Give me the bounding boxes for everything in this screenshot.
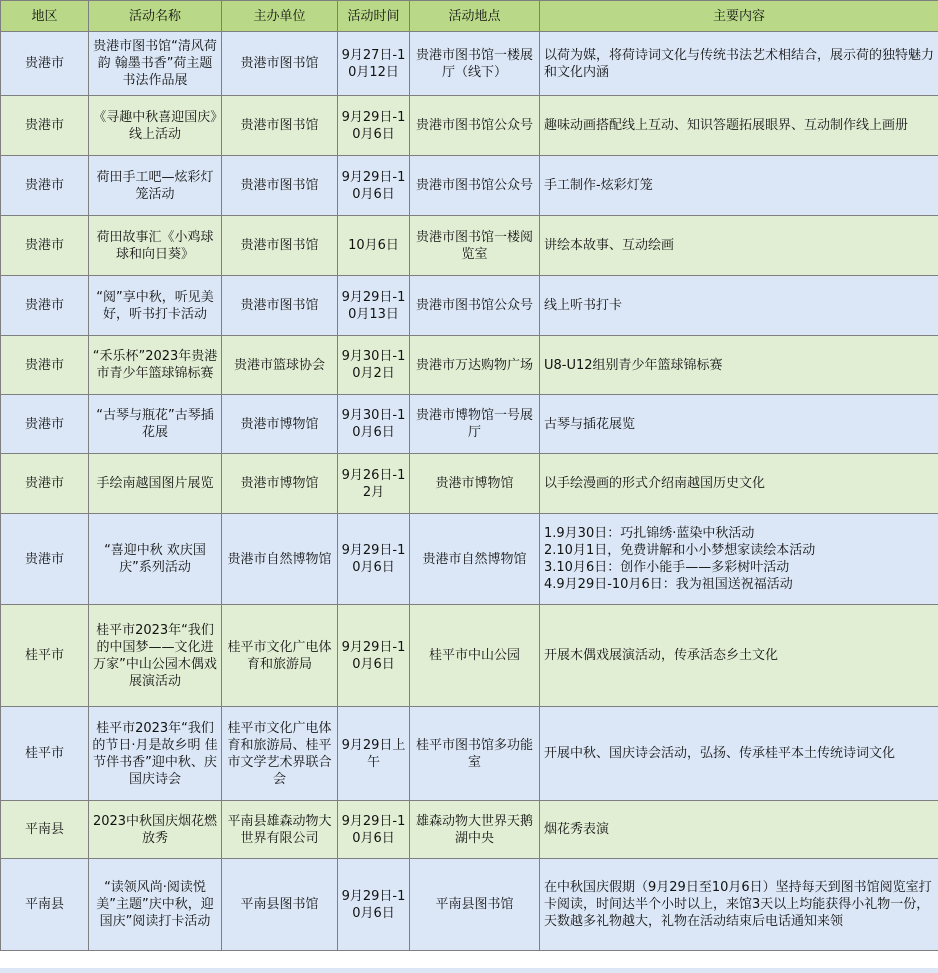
cell-time: 9月26日-12月 <box>338 454 410 514</box>
content-line: 手工制作-炫彩灯笼 <box>544 178 653 193</box>
cell-content <box>540 859 938 951</box>
cell-content <box>540 276 938 336</box>
content-line: 以手绘漫画的形式介绍南越国历史文化 <box>544 476 766 491</box>
cell-place: 桂平市中山公园 <box>410 605 540 707</box>
cell-activity-name: “读领风尚·阅读悦美”主题”庆中秋，迎国庆”阅读打卡活动 <box>89 859 222 951</box>
cell-time: 9月29日-10月6日 <box>338 859 410 951</box>
cell-region: 平南县 <box>1 801 89 859</box>
cell-time: 10月6日 <box>338 216 410 276</box>
cell-region: 贵港市 <box>1 336 89 395</box>
cell-activity-name: 《寻趣中秋喜迎国庆》线上活动 <box>89 96 222 156</box>
cell-organizer: 桂平市文化广电体育和旅游局、桂平市文学艺术界联合会 <box>222 707 338 801</box>
content-line: 开展中秋、国庆诗会活动，弘扬、传承桂平本土传统诗词文化 <box>544 746 896 761</box>
header-place: 活动地点 <box>410 1 540 32</box>
cell-time: 9月29日-10月6日 <box>338 156 410 216</box>
cell-region: 贵港市 <box>1 454 89 514</box>
cell-place: 贵港市图书馆公众号 <box>410 276 540 336</box>
cell-place: 平南县图书馆 <box>410 859 540 951</box>
content-line: 3.10月6日：创作小能手——多彩树叶活动 <box>544 560 790 575</box>
cell-place: 雄森动物大世界天鹅湖中央 <box>410 801 540 859</box>
cell-organizer: 贵港市图书馆 <box>222 216 338 276</box>
cell-time: 9月30日-10月2日 <box>338 336 410 395</box>
cell-organizer: 贵港市博物馆 <box>222 454 338 514</box>
cell-organizer: 贵港市图书馆 <box>222 96 338 156</box>
cell-organizer: 贵港市图书馆 <box>222 32 338 96</box>
content-line: 以荷为媒，将荷诗词文化与传统书法艺术相结合，展示荷的独特魅力和文化内涵 <box>544 47 935 80</box>
cell-content <box>540 336 938 395</box>
cell-organizer: 贵港市博物馆 <box>222 395 338 454</box>
cell-activity-name: 荷田手工吧—炫彩灯笼活动 <box>89 156 222 216</box>
content-line: 趣味动画搭配线上互动、知识答题拓展眼界、互动制作线上画册 <box>544 118 909 133</box>
cell-place: 贵港市自然博物馆 <box>410 514 540 605</box>
table-row <box>1 96 938 156</box>
cell-content <box>540 96 938 156</box>
content-line: U8-U12组别青少年篮球锦标赛 <box>544 357 723 373</box>
cell-time: 9月29日-10月6日 <box>338 801 410 859</box>
cell-region: 贵港市 <box>1 395 89 454</box>
cell-content <box>540 216 938 276</box>
cell-place: 贵港市图书馆公众号 <box>410 96 540 156</box>
cell-content <box>540 395 938 454</box>
header-activity-name: 活动名称 <box>89 1 222 32</box>
header-region: 地区 <box>1 1 89 32</box>
cell-place: 贵港市图书馆公众号 <box>410 156 540 216</box>
cell-time: 9月29日-10月6日 <box>338 514 410 605</box>
cell-organizer: 贵港市自然博物馆 <box>222 514 338 605</box>
cell-region: 平南县 <box>1 859 89 951</box>
cell-time: 9月29日-10月6日 <box>338 96 410 156</box>
cell-region: 桂平市 <box>1 707 89 801</box>
table-row <box>1 859 938 951</box>
cell-content <box>540 605 938 707</box>
cell-content <box>540 156 938 216</box>
content-line: 烟花秀表演 <box>544 822 610 837</box>
table-row <box>1 707 938 801</box>
cell-organizer: 平南县图书馆 <box>222 859 338 951</box>
cell-region: 贵港市 <box>1 156 89 216</box>
header-row <box>1 1 938 32</box>
cell-place: 桂平市图书馆多功能室 <box>410 707 540 801</box>
table-row <box>1 156 938 216</box>
content-line: 4.9月29日-10月6日：我为祖国送祝福活动 <box>544 577 793 592</box>
content-line: 2.10月1日，免费讲解和小小梦想家读绘本活动 <box>544 543 816 558</box>
cell-time: 9月29日-10月6日 <box>338 605 410 707</box>
cell-content <box>540 707 938 801</box>
cell-region: 贵港市 <box>1 216 89 276</box>
cell-time: 9月29日上午 <box>338 707 410 801</box>
cell-content <box>540 32 938 96</box>
cell-region: 贵港市 <box>1 96 89 156</box>
table-row <box>1 395 938 454</box>
table-row <box>1 216 938 276</box>
cell-place: 贵港市图书馆一楼展厅（线下） <box>410 32 540 96</box>
content-line: 讲绘本故事、互动绘画 <box>544 238 675 253</box>
cell-activity-name: “喜迎中秋 欢庆国庆”系列活动 <box>89 514 222 605</box>
cell-activity-name: 桂平市2023年“我们的中国梦——文化进万家”中山公园木偶戏展演活动 <box>89 605 222 707</box>
cell-region: 贵港市 <box>1 514 89 605</box>
header-time: 活动时间 <box>338 1 410 32</box>
cell-place: 贵港市博物馆 <box>410 454 540 514</box>
cell-place: 贵港市图书馆一楼阅览室 <box>410 216 540 276</box>
cell-activity-name: “古琴与瓶花”古琴插花展 <box>89 395 222 454</box>
table-row <box>1 276 938 336</box>
cell-organizer: 贵港市图书馆 <box>222 156 338 216</box>
content-line: 开展木偶戏展演活动，传承活态乡土文化 <box>544 648 779 663</box>
table-row <box>1 336 938 395</box>
cell-organizer: 平南县雄森动物大世界有限公司 <box>222 801 338 859</box>
cell-content <box>540 514 938 605</box>
cell-content <box>540 801 938 859</box>
cell-time: 9月30日-10月6日 <box>338 395 410 454</box>
content-line: 1.9月30日：巧扎锦绣·蓝染中秋活动 <box>544 526 755 541</box>
cell-activity-name: “阅”享中秋，听见美好，听书打卡活动 <box>89 276 222 336</box>
cell-activity-name: “禾乐杯”2023年贵港市青少年篮球锦标赛 <box>89 336 222 395</box>
cell-time: 9月29日-10月13日 <box>338 276 410 336</box>
table-row <box>1 454 938 514</box>
cell-region: 贵港市 <box>1 276 89 336</box>
cell-place: 贵港市博物馆一号展厅 <box>410 395 540 454</box>
cell-activity-name: 桂平市2023年“我们的节日·月是故乡明 佳节伴书香”迎中秋、庆国庆诗会 <box>89 707 222 801</box>
cell-organizer: 贵港市篮球协会 <box>222 336 338 395</box>
cell-activity-name: 2023中秋国庆烟花燃放秀 <box>89 801 222 859</box>
content-line: 古琴与插花展览 <box>544 416 636 432</box>
table-row <box>1 801 938 859</box>
cell-time: 9月27日-10月12日 <box>338 32 410 96</box>
header-organizer: 主办单位 <box>222 1 338 32</box>
header-content: 主要内容 <box>540 1 938 32</box>
cell-organizer: 桂平市文化广电体育和旅游局 <box>222 605 338 707</box>
content-line: 线上听书打卡 <box>544 298 623 313</box>
cell-activity-name: 贵港市图书馆“清风荷韵 翰墨书香”荷主题书法作品展 <box>89 32 222 96</box>
cell-region: 贵港市 <box>1 32 89 96</box>
table-row <box>1 32 938 96</box>
cell-organizer: 贵港市图书馆 <box>222 276 338 336</box>
cell-activity-name: 手绘南越国图片展览 <box>89 454 222 514</box>
cell-content <box>540 454 938 514</box>
next-row-partial <box>0 968 938 973</box>
cell-activity-name: 荷田故事汇《小鸡球球和向日葵》 <box>89 216 222 276</box>
cell-place: 贵港市万达购物广场 <box>410 336 540 395</box>
table-row <box>1 514 938 605</box>
content-line: 在中秋国庆假期（9月29日至10月6日）坚持每天到图书馆阅览室打卡阅读，时间达半个小时以上，来馆3天以上均能获得小礼物一份，天数越多礼物越大，礼物在活动结束后电话通知来领 <box>544 880 932 929</box>
cell-region: 桂平市 <box>1 605 89 707</box>
table-row <box>1 605 938 707</box>
